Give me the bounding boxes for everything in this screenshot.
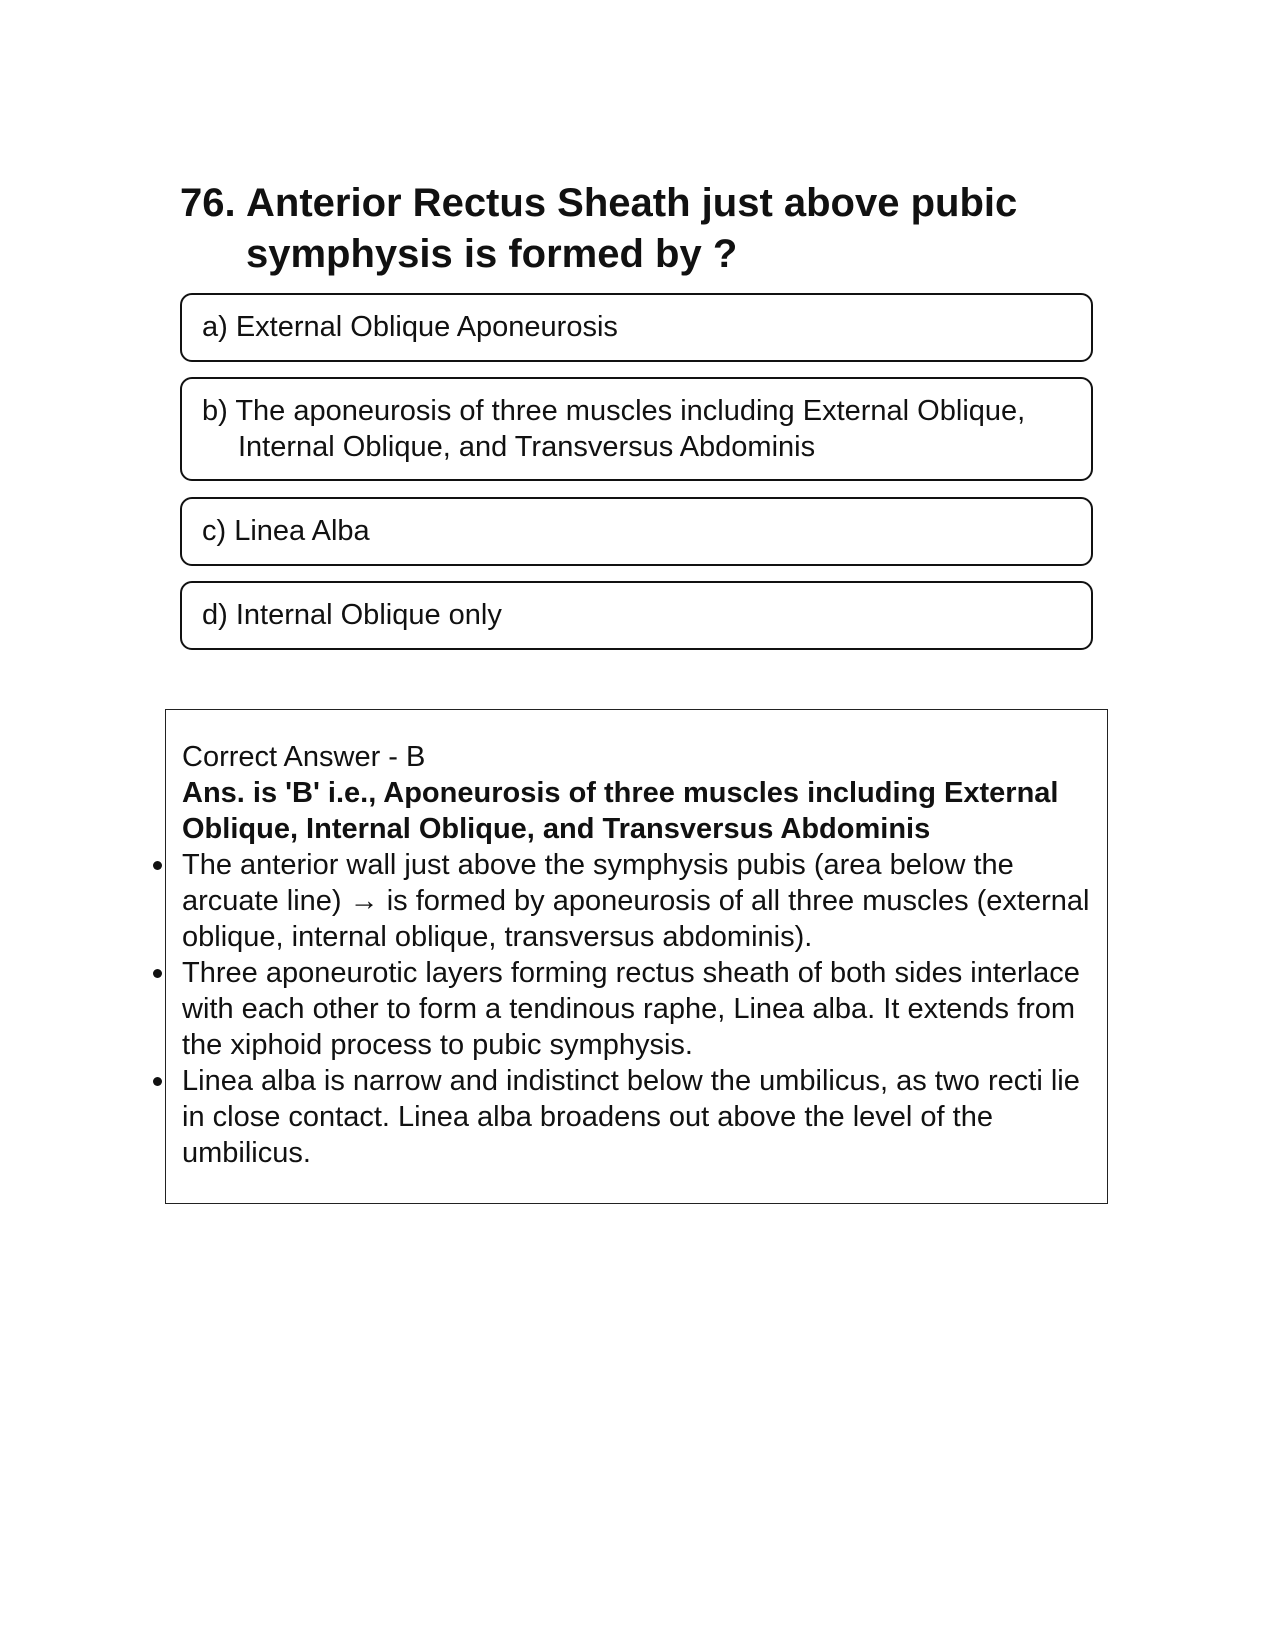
bullet-icon [153, 861, 162, 870]
correct-answer-label: Correct Answer - B [182, 741, 426, 773]
answer-content [182, 739, 1094, 1171]
bullet-icon [153, 969, 162, 978]
explanation-item [182, 955, 1094, 1063]
option-b[interactable]: b) The aponeurosis of three muscles including External Oblique, Internal Oblique, and Transversus Abdominis [180, 377, 1093, 481]
answer-headline: Ans. is 'B' i.e., Aponeurosis of three muscles including External Oblique, Internal Oblique, and Transversus Abdominis [182, 777, 1059, 845]
explanation-text: Three aponeurotic layers forming rectus sheath of both sides interlace with each other to form a tendinous raphe, Linea alba. It extends from the xiphoid process to pubic symphysis. [182, 957, 1080, 1061]
explanation-text: The anterior wall just above the symphysis pubis (area below the arcuate line) → is formed by aponeurosis of all three muscles (external oblique, internal oblique, transversus abdominis). [182, 849, 1090, 953]
option-a[interactable]: a) External Oblique Aponeurosis [180, 293, 1093, 362]
bullet-icon [153, 1077, 162, 1086]
question-text: Anterior Rectus Sheath just above pubic symphysis is formed by ? [246, 181, 1018, 276]
explanation-item [182, 847, 1094, 955]
explanation-list [182, 847, 1094, 1171]
question-heading [180, 178, 1080, 280]
option-c[interactable]: c) Linea Alba [180, 497, 1093, 566]
option-d[interactable]: d) Internal Oblique only [180, 581, 1093, 650]
explanation-item [182, 1063, 1094, 1171]
question-number: 76. [180, 181, 236, 225]
explanation-text: Linea alba is narrow and indistinct below the umbilicus, as two recti lie in close contact. Linea alba broadens out above the level of the umbilicus. [182, 1065, 1080, 1169]
